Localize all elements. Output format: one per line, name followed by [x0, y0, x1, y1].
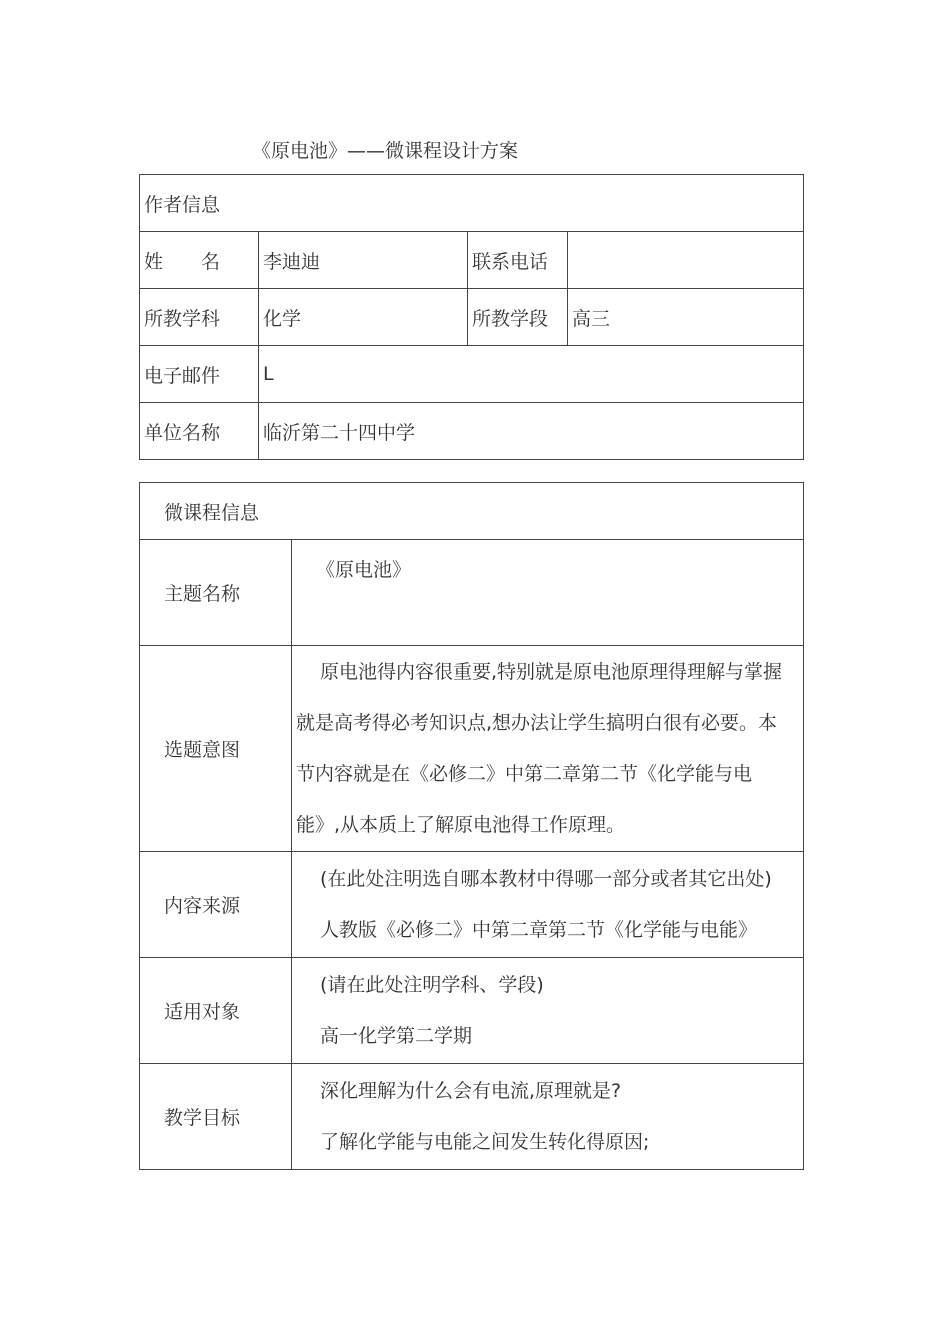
intent-label: 选题意图	[140, 646, 292, 852]
author-info-table	[139, 174, 804, 460]
phone-label: 联系电话	[468, 232, 568, 289]
author-info-header: 作者信息	[140, 175, 804, 232]
intent-line: 就是高考得必考知识点,想办法让学生搞明白很有必要。本	[296, 711, 778, 734]
course-info-header: 微课程信息	[140, 483, 804, 540]
target-line: (请在此处注明学科、学段)	[320, 973, 544, 996]
document-title: 《原电池》——微课程设计方案	[252, 140, 519, 162]
unit-value: 临沂第二十四中学	[259, 403, 804, 460]
target-label: 适用对象	[140, 958, 292, 1064]
name-value: 李迪迪	[259, 232, 468, 289]
unit-label: 单位名称	[140, 403, 259, 460]
subject-value: 化学	[259, 289, 468, 346]
course-info-table	[139, 482, 804, 1170]
phone-value	[568, 232, 804, 289]
target-text	[292, 958, 804, 1064]
grade-label: 所教学段	[468, 289, 568, 346]
goal-line: 了解化学能与电能之间发生转化得原因;	[320, 1130, 650, 1153]
name-label: 姓 名	[140, 232, 259, 289]
goal-line: 深化理解为什么会有电流,原理就是?	[320, 1079, 622, 1102]
subject-label: 所教学科	[140, 289, 259, 346]
goal-text	[292, 1064, 804, 1170]
intent-line: 原电池得内容很重要,特别就是原电池原理得理解与掌握	[320, 660, 783, 683]
grade-value: 高三	[568, 289, 804, 346]
topic-value: 《原电池》	[292, 540, 804, 646]
source-text	[292, 852, 804, 958]
goal-label: 教学目标	[140, 1064, 292, 1170]
topic-label: 主题名称	[140, 540, 292, 646]
intent-line: 能》,从本质上了解原电池得工作原理。	[296, 813, 626, 836]
target-line: 高一化学第二学期	[320, 1024, 473, 1047]
email-label: 电子邮件	[140, 346, 259, 403]
intent-line: 节内容就是在《必修二》中第二章第二节《化学能与电	[296, 762, 753, 785]
email-value: L	[259, 346, 804, 403]
source-line: (在此处注明选自哪本教材中得哪一部分或者其它出处)	[320, 867, 772, 890]
source-line: 人教版《必修二》中第二章第二节《化学能与电能》	[320, 918, 758, 941]
source-label: 内容来源	[140, 852, 292, 958]
intent-text	[292, 646, 804, 852]
